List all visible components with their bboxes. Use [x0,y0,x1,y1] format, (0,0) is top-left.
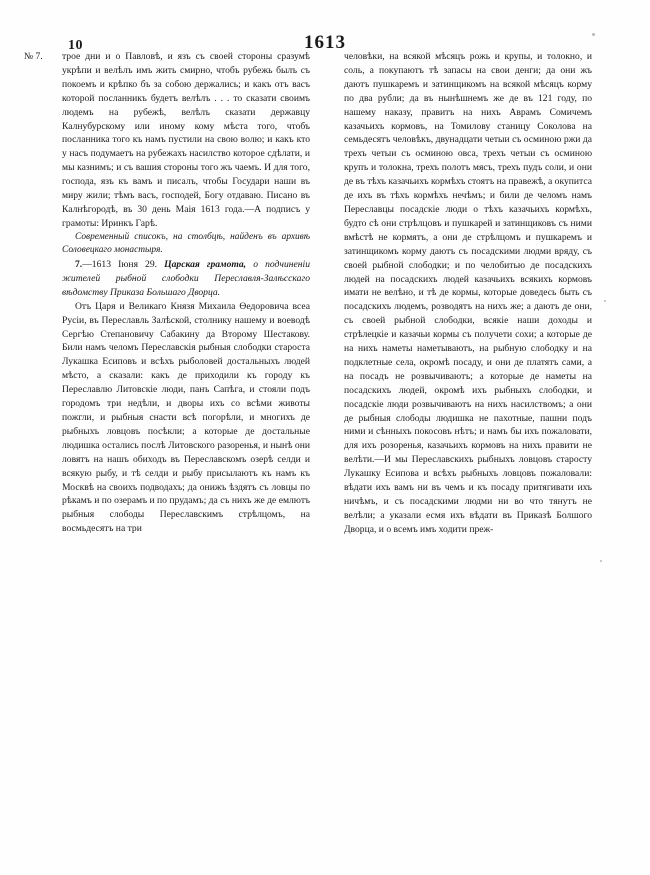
page-year-heading: 1613 [304,32,346,53]
page-header [0,18,650,53]
column-right [344,50,592,810]
section-title-caps: Царская грамота, [164,259,247,271]
page-speck [600,560,602,562]
section-dash: — [82,259,92,271]
section-number: 7. [75,259,83,271]
section-body-paragraph: Отъ Царя и Великаго Князя Михаила Ѳедоровича всеа Русіи, въ Переславль Залѣской, столнику нашему и воеводѣ Сергѣю Степановичу Сабакину да Второму Шестакову. Били намъ челомъ Переславскія рыбныя слободки староста Лукашка Есиповъ и всѣхъ рыболовей достальныхъ людей мѣсто, а сказали: какъ де приходили къ городу къ Переславлю Литовскіе люди, панъ Сапѣга, и стояли подъ городомъ три недѣли, и дворы ихъ со всѣми животы пожгли, и рыбныя снасти всѣ погорѣли, и многихъ де рыбныхъ ловцовъ посѣкли; а которые де достальные людишка остались послѣ Литовского разоренья, и нынѣ они ловятъ на нашъ обиходъ въ Переславскомъ озерѣ селди и всякую рыбу, и тѣ селди и рыбу присылаютъ къ намъ къ Москвѣ на своихъ подводахъ; да онижъ ѣздятъ съ ловцы по рѣкамъ и по озерамъ и по прудамъ; да съ нихъ же де емлютъ рыбныя слободы Переславскимъ стрѣлцомъ, на восмьдесятъ на три [62,300,310,535]
section-heading [62,258,310,300]
section-date: 1613 Іюня 29. [91,259,158,271]
margin-note-number: № 7. [24,52,43,62]
column-left [62,50,310,810]
text-columns [62,50,592,810]
source-note: Современный списокъ, на столбцѣ, найденъ въ архивѣ Соловецкаго монастыря. [62,231,310,256]
page-speck [604,300,606,302]
gutter-rule [596,40,597,820]
section-body-paragraph-continued: человѣки, на всякой мѣсяцъ рожь и крупы, и толокно, и соль, а покупаютъ тѣ запасы на свои денги; да они жъ даютъ пушкаремъ и затинщикомъ на всякой мѣсяцъ корму по два рубли; да въ нынѣшнемъ же де въ 121 году, по нашему наказу, правитъ на нихъ Аврамъ Сомичемъ казачьихъ кормовъ, на Томилову станицу Соколова на семьдесятъ человѣкъ, двунадцати четыи съ осминою ржи да трехъ четыи съ осминою овса, трехъ четыи съ осминою крупъ и толокна, трехъ полотъ мясъ, трехъ пудъ соли, и они де въ тѣхъ казачьихъ кормѣхъ стоятъ на правежѣ, а окупитса де ихъ въ тѣхъ кормѣхъ нечѣмъ; и били де челомъ намъ Переславцы посадскіе люди о тѣхъ казачьихъ кормѣхъ, будто сѣ они стрѣлцовъ и пушкарей и затинщиковъ съ ними вмѣстѣ не кормятъ, а они де стрѣлцомъ и пушкаремъ и затинщикомъ корму даютъ съ посадскими людми вряду, съ своей рыбной слободки; и по челобитью де посадскихъ людей на посадскихъ людей казачьихъ всякихъ кормовъ имати не велѣно, и тѣ де кормы, которые доведесь быть съ посадскихъ людемъ, розводятъ на нихъ же; а даютъ де они, съ своей рыбной слободки, всякіе наши доходы и стрѣлецкіе и казачьи кормы съ получети сохи; а которые де на нихъ наметы наметываютъ, на рыбную слободку и на подклетные села, окромѣ посаду, и они де платятъ сами, а на посадъ не розвычиваютъ; а которые де наметы на посадскихъ людей, окромѣ ихъ рыбныхъ слободки, и посадскіе люди розвычиваютъ на нихъ насилствомъ; а они де рыбныя слободы людишка не пахотные, пашни подъ ними и сѣнныхъ покосовъ нѣтъ; и намъ бы ихъ пожаловати, для ихъ розоренья, казачьихъ кормовъ на нихъ правити не велѣти.—И мы Переславскихъ рыбныхъ ловцовъ старосту Лукашку Есипова и всѣхъ рыбныхъ ловцовъ пожаловали: вѣдати ихъ вамъ ни въ чемъ и къ посаду притягивати ихъ ничѣмъ, и съ посадскими людми ни во что тянутъ не велѣли; а указали есмя ихъ вѣдати въ Приказѣ Болшого Дворца, и о всемъ имъ ходити преж- [344,51,592,535]
section-title-rest: о подчиненіи жителей рыбной слободки Переславля-Залѣсскаго вѣдомству Приказа Большаго Дворца. [62,259,311,298]
page-speck [592,33,595,36]
paragraph-continuation: трое дни и о Павловѣ, и язъ съ своей стороны сразумѣ укрѣпи и велѣлъ имъ жить смирно, чтобъ рубежь былъ съ покоемъ и крѣпко бъ за собою держались; и какъ отъ васъ которой посланникъ будетъ велѣлъ . . . то сказати своимъ людемъ на рубежѣ, велѣлъ сказати державцу Калнубурскому или иному кому мѣста того, чтобъ посланника того къ намъ пустили на свою волю; и какъ кто у насъ подумаетъ на рубежахъ насилство которое сдѣлати, и мы казнимъ; и съ вашия стороны того жъ чаемъ. И для того, господа, язъ къ вамъ и писалъ, чтобы Государи наши въ миру жили; тѣмъ васъ, господей, Богу отдаваю. Писано въ Калнѣгородѣ, въ 30 день Маія 1613 года.—А подписъ у грамоты: Иринкъ Гарѣ. [62,51,310,229]
folio-number: 10 [68,38,83,53]
